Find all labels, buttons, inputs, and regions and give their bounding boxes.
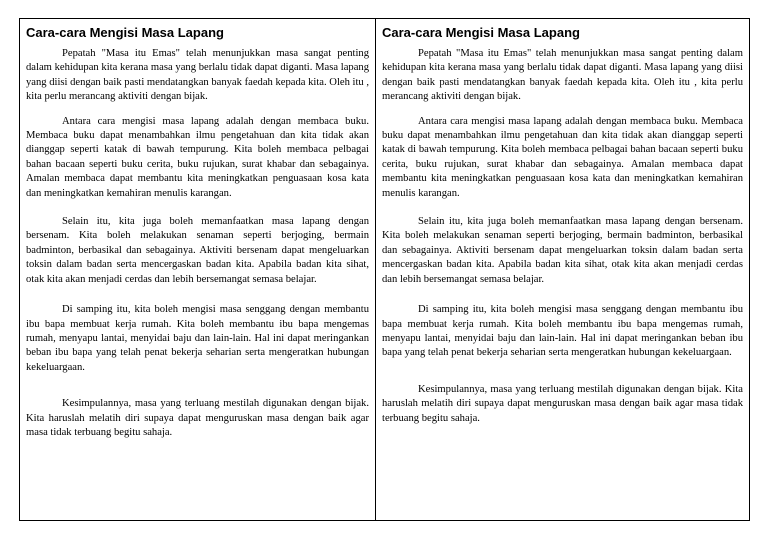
left-column	[20, 19, 376, 520]
left-column-title: Cara-cara Mengisi Masa Lapang	[26, 25, 224, 40]
right-paragraph-introduction: Pepatah "Masa itu Emas" telah menunjukkan masa sangat penting dalam kehidupan kita kerana masa yang berlalu tidak dapat diganti. Masa lapang yang diisi dengan baik pasti mendatangkan banyak faedah kepada kita. Oleh itu , kita perlu merancang aktiviti dengan bijak.	[382, 48, 743, 103]
right-column	[376, 19, 749, 520]
document-sheet	[19, 18, 750, 521]
right-paragraph-conclusion: Kesimpulannya, masa yang terluang mestilah digunakan dengan bijak. Kita haruslah melatih diri supaya dapat menguruskan masa dengan baik agar masa tidak terbuang begitu sahaja.	[382, 383, 743, 424]
right-paragraph-exercise: Selain itu, kita juga boleh memanfaatkan masa lapang dengan bersenam. Kita boleh melakukan senaman seperti berjoging, bermain badminton, berbasikal dan sebagainya. Aktiviti bersenam dapat mengeluarkan toksin dalam badan serta mencergaskan badan kita. Apabila badan kita sihat, otak kita akan menjadi cerdas dan lebih bersemangat semasa belajar.	[382, 216, 743, 285]
left-paragraph-housework: Di samping itu, kita boleh mengisi masa senggang dengan membantu ibu bapa membuat kerja rumah. Kita boleh membantu ibu bapa mengemas rumah, menyapu lantai, menyidai baju dan lain-lain. Hal ini dapat meringankan beban ibu bapa yang telah penat bekerja seharian serta mengeratkan hubungan kekeluargaan.	[26, 304, 369, 373]
left-paragraph-exercise: Selain itu, kita juga boleh memanfaatkan masa lapang dengan bersenam. Kita boleh melakukan senaman seperti berjoging, bermain badminton, berbasikal dan sebagainya. Aktiviti bersenam dapat mengeluarkan toksin dalam badan serta mencergaskan badan kita. Apabila badan kita sihat, otak kita akan menjadi cerdas dan lebih bersemangat semasa belajar.	[26, 216, 369, 285]
left-paragraph-conclusion: Kesimpulannya, masa yang terluang mestilah digunakan dengan bijak. Kita haruslah melatih diri supaya dapat menguruskan masa dengan baik agar masa tidak terbuang begitu sahaja.	[26, 398, 369, 438]
right-paragraph-housework: Di samping itu, kita boleh mengisi masa senggang dengan membantu ibu bapa membuat kerja rumah. Kita boleh membantu ibu bapa mengemas rumah, menyapu lantai, menyidai baju dan lain-lain. Hal ini dapat meringankan beban ibu bapa yang telah penat bekerja seharian serta mengeratkan hubungan kekeluargaan.	[382, 304, 743, 359]
right-paragraph-reading: Antara cara mengisi masa lapang adalah dengan membaca buku. Membaca buku dapat menambahkan ilmu pengetahuan dan kita tidak akan dianggap seperti katak di bawah tempurung. Kita boleh membaca pelbagai bahan bacaan seperti buku cerita, buku rujukan, surat khabar dan sebagainya. Amalan membaca dapat membantu kita meningkatkan penguasaan kosa kata dan meningkatkan kemahiran menulis karangan.	[382, 115, 743, 199]
left-paragraph-introduction: Pepatah "Masa itu Emas" telah menunjukkan masa sangat penting dalam kehidupan kita kerana masa yang berlalu tidak dapat diganti. Masa lapang yang diisi dengan baik pasti mendatangkan banyak faedah kepada kita. Oleh itu , kita perlu merancang aktiviti dengan bijak.	[26, 48, 370, 103]
left-paragraph-reading: Antara cara mengisi masa lapang adalah dengan membaca buku. Membaca buku dapat menambahkan ilmu pengetahuan dan kita tidak akan dianggap seperti katak di bawah tempurung. Kita boleh membaca pelbagai bahan bacaan seperti buku cerita, buku rujukan, surat khabar dan sebagainya. Amalan membaca dapat membantu kita meningkatkan penguasaan kosa kata dan meningkatkan kemahiran menulis karangan.	[26, 115, 369, 199]
right-column-title: Cara-cara Mengisi Masa Lapang	[382, 25, 580, 40]
